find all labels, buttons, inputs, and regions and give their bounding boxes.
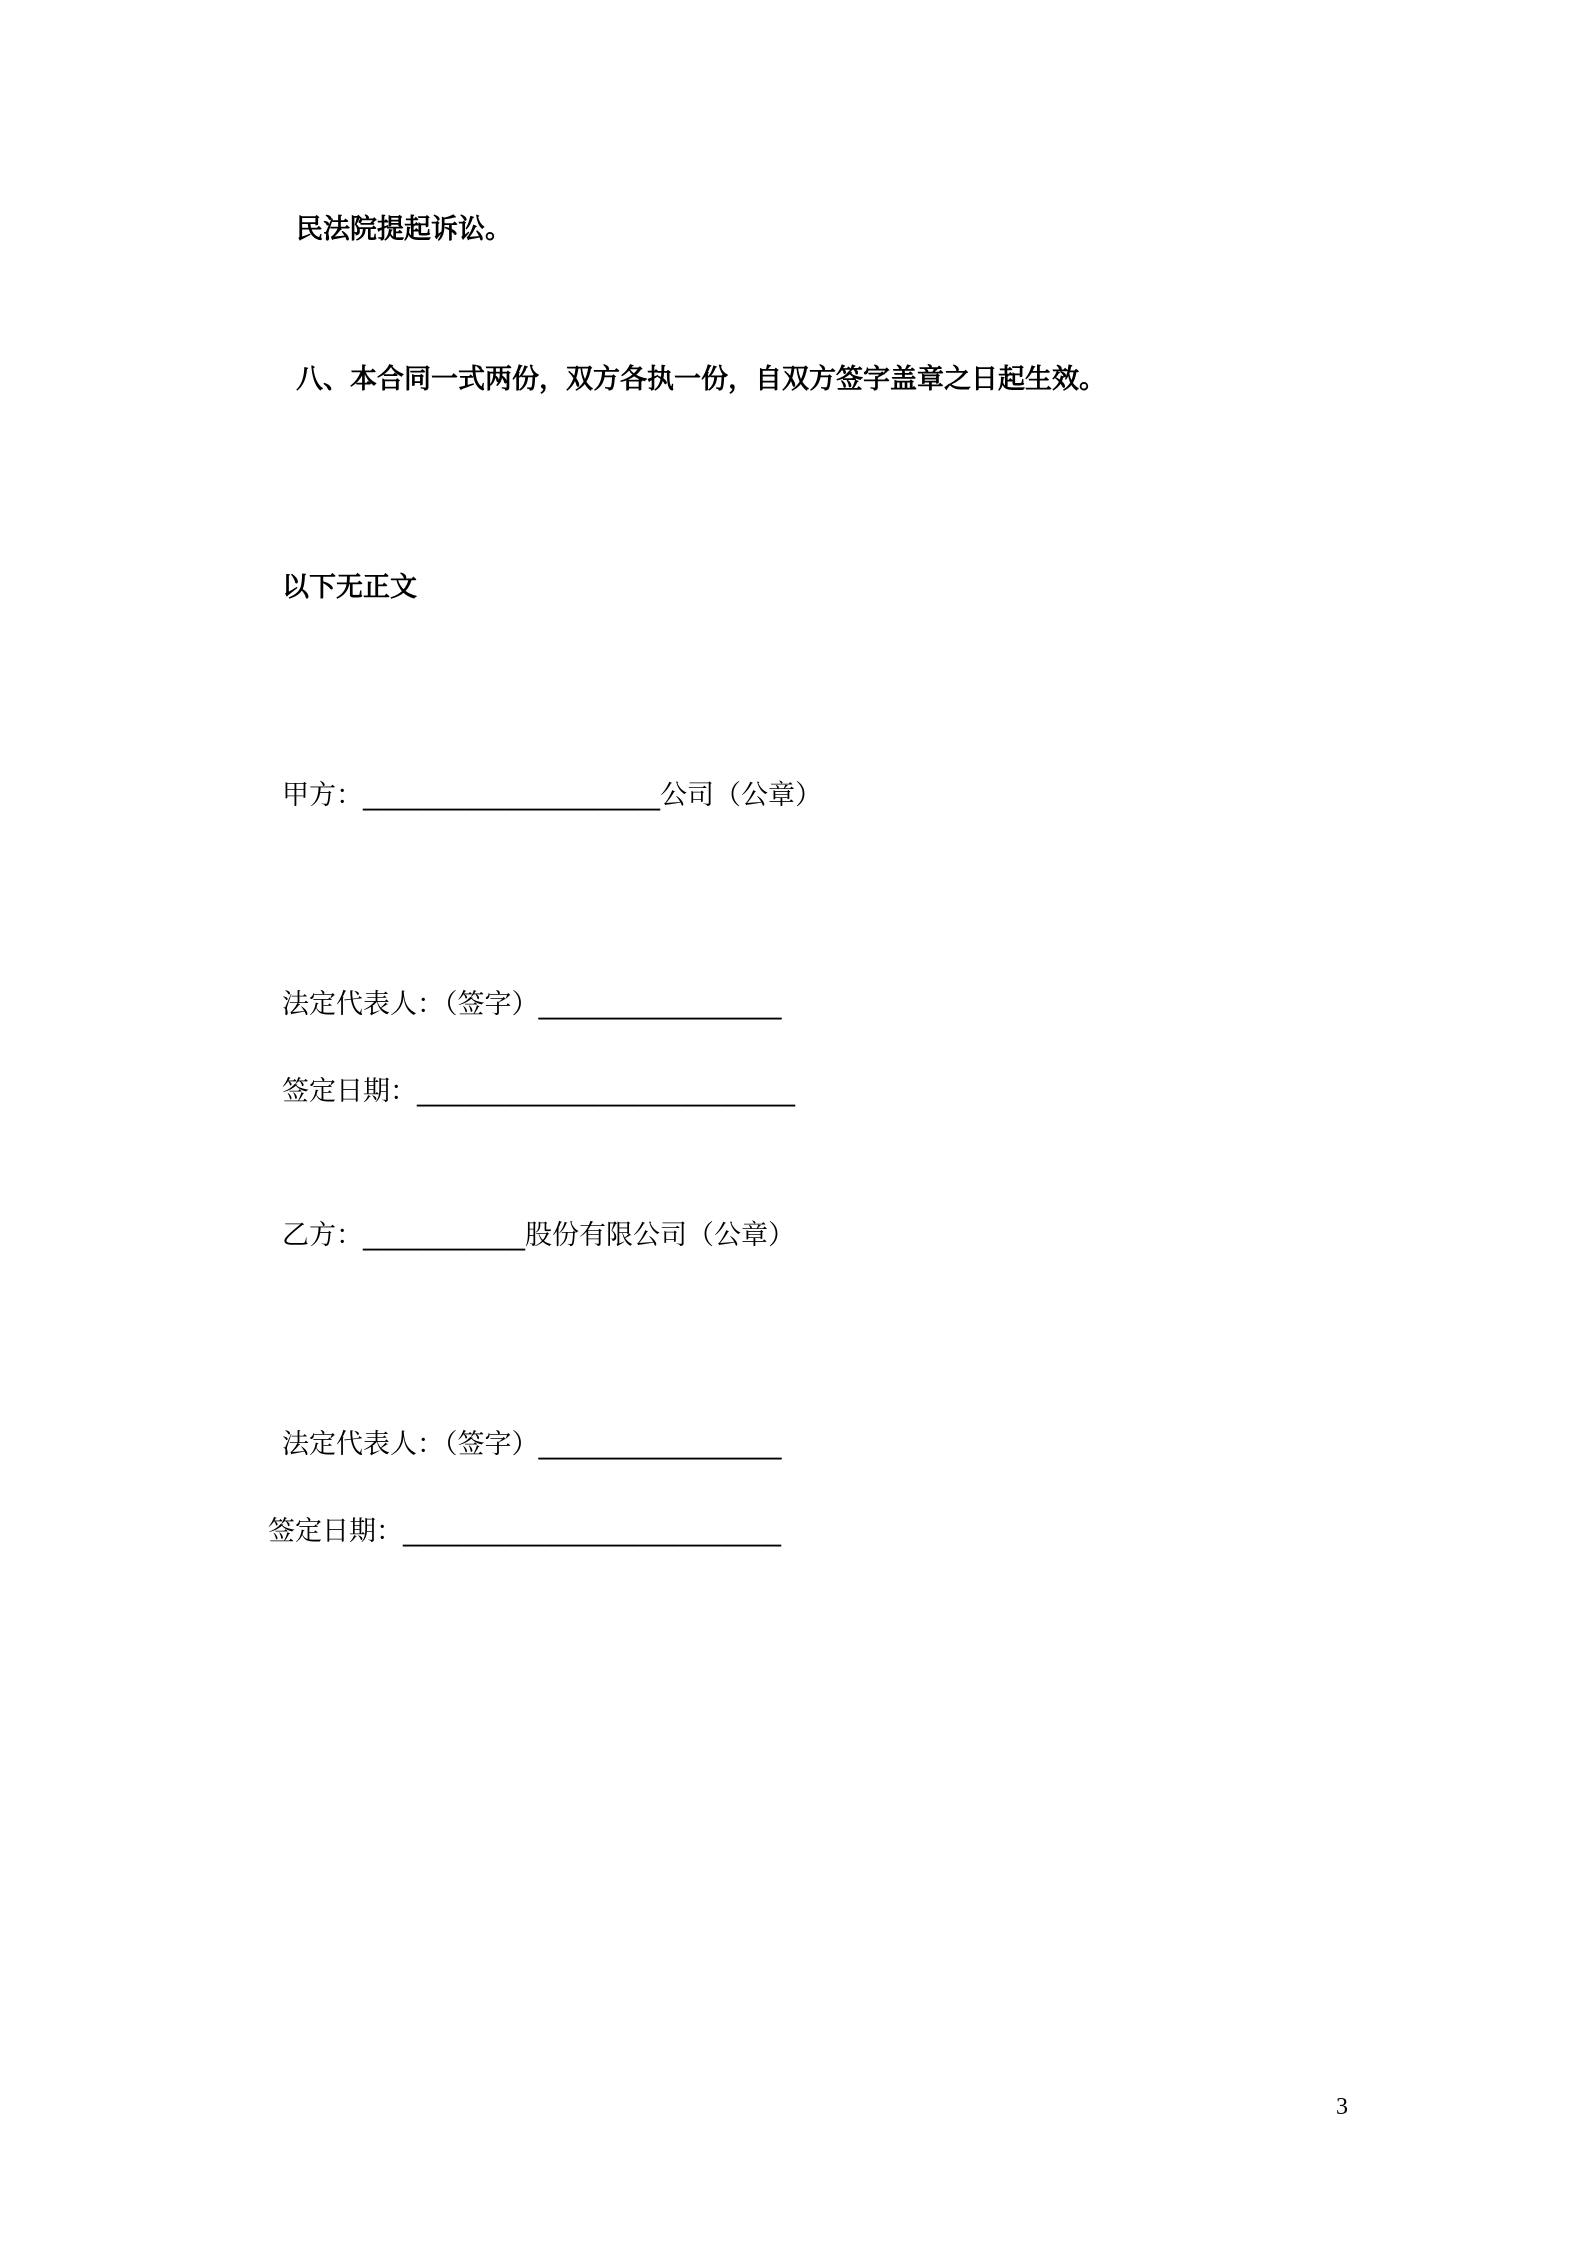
party-a-representative: 法定代表人：（签字）__________________: [282, 989, 782, 1020]
party-a-label: 甲方：______________________公司（公章）: [282, 780, 822, 811]
party-b-sign-date: 签定日期：____________________________: [268, 1516, 781, 1547]
party-a-sign-date: 签定日期：____________________________: [282, 1076, 795, 1107]
clause-continuation: 民法院提起诉讼。: [296, 214, 512, 245]
party-b-label: 乙方：____________股份有限公司（公章）: [282, 1220, 795, 1251]
clause-8: 八、本合同一式两份，双方各执一份，自双方签字盖章之日起生效。: [296, 364, 1106, 395]
page-number: 3: [1336, 2094, 1348, 2120]
end-of-text-note: 以下无正文: [282, 572, 417, 603]
party-b-representative: 法定代表人：（签字）__________________: [282, 1429, 782, 1460]
